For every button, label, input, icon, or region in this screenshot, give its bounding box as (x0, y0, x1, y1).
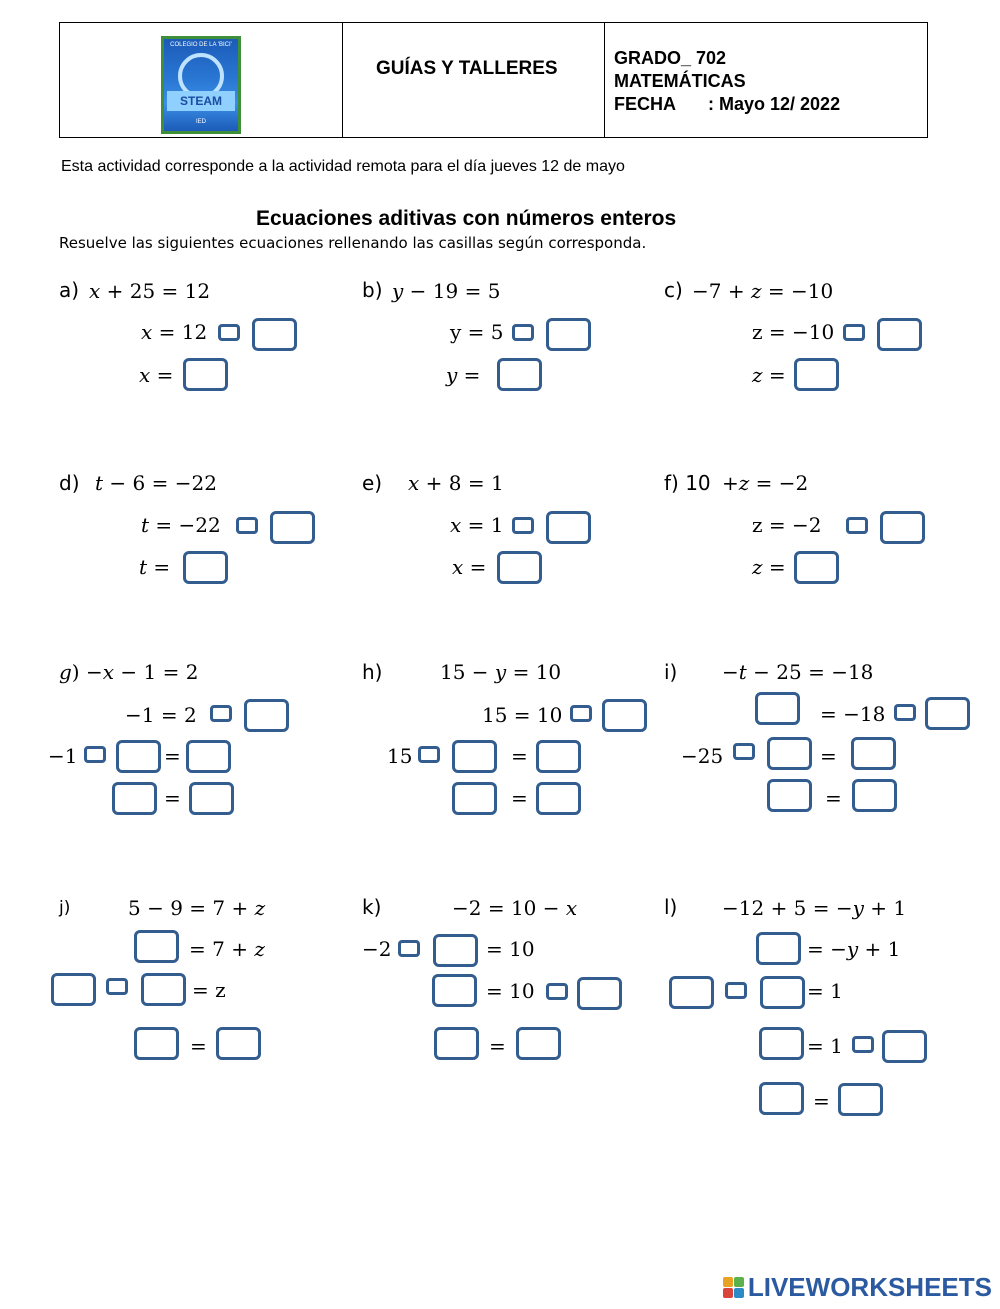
problem-f-step2: 𝑧 = (752, 555, 786, 579)
problem-h-label: h) (362, 660, 383, 684)
problem-k-step1-lead: −2 (362, 937, 392, 961)
problem-l-left-box[interactable] (669, 976, 714, 1009)
problem-c-equation: −7 + 𝑧 = −10 (692, 279, 834, 303)
problem-d-answer-box[interactable] (183, 551, 228, 584)
problem-f-label: f) 10 (664, 471, 711, 495)
problem-a-step2: 𝑥 = (139, 363, 174, 387)
problem-k-step3-equals: = (489, 1034, 506, 1058)
problem-b-value-box[interactable] (546, 318, 591, 351)
intro-text: Esta actividad corresponde a la actividad remota para el día jueves 12 de mayo (61, 158, 625, 175)
problem-k-value-box[interactable] (577, 977, 622, 1010)
problem-e-step1: 𝑥 = 1 (450, 513, 504, 537)
problem-l-step2: = 1 (807, 979, 843, 1003)
instructions: Resuelve las siguientes ecuaciones rellenando las casillas según corresponda. (59, 234, 647, 252)
problem-h-equation: 15 − 𝑦 = 10 (440, 660, 562, 684)
problem-c-label: c) (664, 278, 683, 302)
problem-i-answer-box[interactable] (852, 779, 897, 812)
problem-c-step1: z = −10 (752, 320, 835, 344)
problem-e-equation: 𝑥 + 8 = 1 (408, 471, 504, 495)
header-title: GUÍAS Y TALLERES (376, 58, 558, 79)
problem-h-value-box[interactable] (602, 699, 647, 732)
problem-i-equation: −𝑡 − 25 = −18 (722, 660, 874, 684)
problem-a-value-box[interactable] (252, 318, 297, 351)
logo-text-bottom: IED (195, 119, 206, 125)
problem-l-value-box[interactable] (882, 1030, 927, 1063)
problem-l-operator-box[interactable] (725, 982, 747, 999)
problem-l-step1: = −𝑦 + 1 (807, 937, 901, 961)
problem-g-operator-box[interactable] (210, 705, 232, 722)
problem-i-left-box-1[interactable] (755, 692, 800, 725)
problem-g-step2-equals: = (164, 744, 181, 768)
problem-j-equation: 5 − 9 = 7 + 𝑧 (128, 896, 266, 920)
problem-h-step2-lead: 15 (387, 744, 413, 768)
title-cell (343, 23, 604, 137)
problem-h-step2-equals: = (511, 744, 528, 768)
problem-j-answer-box[interactable] (216, 1027, 261, 1060)
problem-j-label: j) (59, 898, 71, 918)
problem-j-mid-box[interactable] (141, 973, 186, 1006)
problem-i-step1: = −18 (820, 702, 886, 726)
problem-d-step1: 𝑡 = −22 (141, 513, 221, 537)
liveworksheets-logo (723, 1272, 992, 1303)
problem-a-step1: 𝑥 = 12 (141, 320, 208, 344)
problem-e-label: e) (362, 471, 383, 495)
problem-b-label: b) (362, 278, 383, 302)
problem-b-answer-box[interactable] (497, 358, 542, 391)
problem-g-step1: −1 = 2 (125, 703, 197, 727)
problem-c-step2: 𝑧 = (752, 363, 786, 387)
problem-l-equation: −12 + 5 = −𝑦 + 1 (722, 896, 907, 920)
problem-i-step2-lead: −25 (681, 744, 724, 768)
problem-g-left-box[interactable] (116, 740, 161, 773)
problem-b-equation: 𝑦 − 19 = 5 (392, 279, 501, 303)
problem-l-mid-box[interactable] (760, 976, 805, 1009)
problem-b-operator-box[interactable] (512, 324, 534, 341)
problem-j-step2: = z (192, 978, 226, 1002)
problem-a-label: a) (59, 278, 80, 302)
problem-i-operator-box[interactable] (894, 704, 916, 721)
date-value: : Mayo 12/ 2022 (708, 94, 841, 114)
problem-g-right-box[interactable] (186, 740, 231, 773)
problem-k-operator-box[interactable] (398, 940, 420, 957)
problem-i-right-box[interactable] (851, 737, 896, 770)
problem-e-value-box[interactable] (546, 511, 591, 544)
problem-l-step4-equals: = (813, 1089, 830, 1113)
problem-g-value-box[interactable] (244, 699, 289, 732)
problem-l-operator-box-2[interactable] (852, 1036, 874, 1053)
problem-i-answer-var-box[interactable] (767, 779, 812, 812)
problem-k-answer-box[interactable] (516, 1027, 561, 1060)
problem-j-sum-box[interactable] (134, 930, 179, 963)
problem-a-operator-box[interactable] (218, 324, 240, 341)
problem-i-value-box[interactable] (925, 697, 970, 730)
worksheet-title: Ecuaciones aditivas con números enteros (256, 207, 677, 230)
problem-h-right-box[interactable] (536, 740, 581, 773)
problem-h-operator-box[interactable] (570, 705, 592, 722)
problem-a-equation: 𝑥 + 25 = 12 (89, 279, 211, 303)
problem-f-answer-box[interactable] (794, 551, 839, 584)
problem-d-operator-box[interactable] (236, 517, 258, 534)
problem-k-step2: = 10 (486, 979, 535, 1003)
problem-f-step1: z = −2 (752, 513, 822, 537)
problem-e-answer-box[interactable] (497, 551, 542, 584)
liveworksheets-icon (723, 1277, 745, 1299)
problem-i-step2-equals: = (820, 744, 837, 768)
problem-g-operator-box-2[interactable] (84, 746, 106, 763)
logo-text-band: STEAM (167, 91, 235, 111)
problem-l-left-box-2[interactable] (759, 1027, 804, 1060)
problem-k-label: k) (362, 895, 382, 919)
problem-j-left-box[interactable] (51, 973, 96, 1006)
problem-d-step2: 𝑡 = (139, 555, 171, 579)
problem-k-answer-var-box[interactable] (434, 1027, 479, 1060)
problem-j-step3-equals: = (190, 1034, 207, 1058)
problem-k-left-box[interactable] (433, 934, 478, 967)
problem-d-label: d) (59, 471, 80, 495)
problem-b-step1: y = 5 (450, 320, 504, 344)
problem-j-operator-box[interactable] (106, 978, 128, 995)
problem-g-step2-lead: −1 (48, 744, 78, 768)
problem-f-equation: +𝑧 = −2 (722, 471, 809, 495)
problem-k-mid-box[interactable] (432, 974, 477, 1007)
grade-text: GRADO_ 702 (614, 48, 727, 68)
problem-f-value-box[interactable] (880, 511, 925, 544)
problem-e-operator-box[interactable] (512, 517, 534, 534)
problem-f-operator-box[interactable] (846, 517, 868, 534)
problem-h-step3-equals: = (511, 786, 528, 810)
date-label: FECHA (614, 94, 676, 114)
problem-e-step2: 𝑥 = (452, 555, 487, 579)
problem-a-answer-box[interactable] (183, 358, 228, 391)
problem-g-answer-var-box[interactable] (112, 782, 157, 815)
problem-i-operator-box-2[interactable] (733, 743, 755, 760)
problem-k-equation: −2 = 10 − 𝑥 (452, 896, 578, 920)
problem-l-answer-box[interactable] (838, 1083, 883, 1116)
problem-i-left-box-2[interactable] (767, 737, 812, 770)
problem-c-value-box[interactable] (877, 318, 922, 351)
problem-l-label: l) (664, 895, 678, 919)
problem-i-step3-equals: = (825, 786, 842, 810)
problem-g-label: 𝑔) (59, 660, 80, 684)
problem-d-equation: 𝑡 − 6 = −22 (95, 471, 217, 495)
problem-d-value-box[interactable] (270, 511, 315, 544)
problem-g-step3-equals: = (164, 786, 181, 810)
problem-j-step1: = 7 + 𝑧 (189, 937, 265, 961)
problem-h-answer-box[interactable] (536, 782, 581, 815)
liveworksheets-text: LIVEWORKSHEETS (747, 1272, 992, 1302)
problem-k-operator-box-2[interactable] (546, 983, 568, 1000)
problem-g-equation: −𝑥 − 1 = 2 (86, 660, 199, 684)
problem-h-left-box[interactable] (452, 740, 497, 773)
problem-i-label: i) (664, 660, 678, 684)
school-logo (161, 36, 241, 134)
problem-h-answer-var-box[interactable] (452, 782, 497, 815)
subject-text: MATEMÁTICAS (614, 71, 746, 91)
problem-k-step1-rhs: = 10 (486, 937, 535, 961)
problem-l-sum-box[interactable] (756, 932, 801, 965)
problem-l-answer-var-box[interactable] (759, 1082, 804, 1115)
problem-j-answer-var-box[interactable] (134, 1027, 179, 1060)
problem-c-operator-box[interactable] (843, 324, 865, 341)
problem-h-operator-box-2[interactable] (418, 746, 440, 763)
logo-text-top: COLEGIO DE LA 'BICI' (170, 42, 232, 48)
problem-c-answer-box[interactable] (794, 358, 839, 391)
problem-g-answer-box[interactable] (189, 782, 234, 815)
problem-b-step2: 𝑦 = (446, 363, 481, 387)
problem-h-step1: 15 = 10 (482, 703, 563, 727)
problem-l-step3: = 1 (807, 1034, 843, 1058)
